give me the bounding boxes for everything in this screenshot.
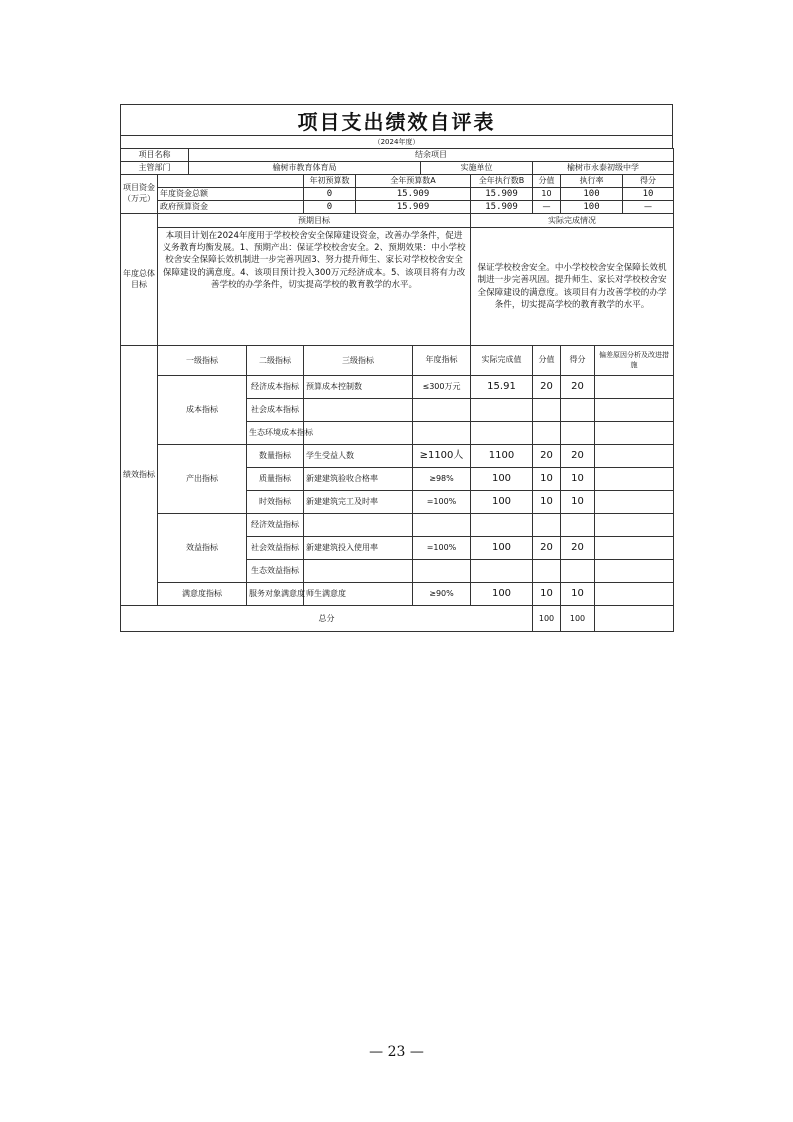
indicator-points (533, 514, 561, 537)
indicator-level1: 效益指标 (158, 514, 247, 583)
funds-row-points: — (533, 201, 561, 214)
indicator-header-level3: 三级指标 (304, 346, 413, 376)
funds-row-executed: 15.909 (471, 201, 533, 214)
indicator-score (561, 560, 595, 583)
indicator-row (121, 514, 674, 537)
indicator-actual (471, 399, 533, 422)
funds-row-label: 年度资金总额 (158, 188, 304, 201)
indicator-points: 10 (533, 468, 561, 491)
indicator-level1: 成本指标 (158, 376, 247, 445)
funds-label: 项目资金（万元） (121, 175, 158, 214)
indicator-score (561, 514, 595, 537)
indicator-deviation (595, 537, 674, 560)
funds-header-score: 得分 (623, 175, 674, 188)
funds-row-rate: 100 (561, 201, 623, 214)
indicator-level3: 预算成本控制数 (304, 376, 413, 399)
expected-goal-header: 预期目标 (158, 214, 471, 228)
indicator-target: ≥98% (413, 468, 471, 491)
indicator-level2: 生态环境成本指标 (247, 422, 304, 445)
page-number: — 23 — (369, 1044, 424, 1060)
indicator-deviation (595, 514, 674, 537)
indicator-level2: 社会成本指标 (247, 399, 304, 422)
indicator-target: =100% (413, 491, 471, 514)
indicator-score: 10 (561, 468, 595, 491)
indicator-level2: 经济效益指标 (247, 514, 304, 537)
indicator-points (533, 422, 561, 445)
funds-header-initial: 年初预算数 (304, 175, 356, 188)
indicator-actual: 100 (471, 583, 533, 606)
funds-row (121, 201, 674, 214)
funds-row (121, 188, 674, 201)
indicator-header-row (121, 346, 674, 376)
project-name-value: 结余项目 (189, 149, 674, 162)
indicator-points: 10 (533, 583, 561, 606)
indicator-target: ≥90% (413, 583, 471, 606)
annual-goal-label: 年度总体目标 (121, 214, 158, 346)
department-value: 榆树市教育体育局 (189, 162, 421, 175)
project-name-row (121, 149, 674, 162)
indicator-level3 (304, 514, 413, 537)
total-label: 总分 (121, 606, 533, 632)
total-row (121, 606, 674, 632)
funds-header-executed: 全年执行数B (471, 175, 533, 188)
indicator-target: =100% (413, 537, 471, 560)
indicator-row (121, 445, 674, 468)
indicator-level3 (304, 560, 413, 583)
indicator-level1: 满意度指标 (158, 583, 247, 606)
indicator-header-level1: 一级指标 (158, 346, 247, 376)
indicator-points: 10 (533, 491, 561, 514)
indicator-deviation (595, 422, 674, 445)
indicator-level2: 经济成本指标 (247, 376, 304, 399)
indicator-row (121, 376, 674, 399)
funds-row-annual: 15.909 (356, 188, 471, 201)
total-score: 100 (561, 606, 595, 632)
indicator-deviation (595, 399, 674, 422)
indicator-level3: 新建建筑验收合格率 (304, 468, 413, 491)
funds-row-score: — (623, 201, 674, 214)
indicator-header-points: 分值 (533, 346, 561, 376)
indicator-row (121, 583, 674, 606)
indicator-header-level2: 二级指标 (247, 346, 304, 376)
indicator-points: 20 (533, 376, 561, 399)
indicator-level3: 师生满意度 (304, 583, 413, 606)
indicator-target: ≤300万元 (413, 376, 471, 399)
indicator-header-score: 得分 (561, 346, 595, 376)
indicator-actual: 1100 (471, 445, 533, 468)
indicator-actual: 100 (471, 468, 533, 491)
funds-row-score: 10 (623, 188, 674, 201)
indicator-deviation (595, 491, 674, 514)
funds-row-executed: 15.909 (471, 188, 533, 201)
indicator-target (413, 399, 471, 422)
department-label: 主管部门 (121, 162, 189, 175)
goal-content-row (121, 228, 674, 346)
indicator-level2: 质量指标 (247, 468, 304, 491)
indicator-deviation (595, 468, 674, 491)
indicator-score: 20 (561, 537, 595, 560)
goal-header-row (121, 214, 674, 228)
indicator-actual (471, 514, 533, 537)
actual-done-text: 保证学校校舍安全。中小学校校舍安全保障长效机制进一步完善巩固。提升师生、家长对学校校舍安全保障建设的满意度。该项目有力改善学校的办学条件，切实提高学校的教育教学的水平。 (471, 228, 674, 346)
indicator-score: 20 (561, 445, 595, 468)
indicator-actual: 100 (471, 537, 533, 560)
indicator-points: 20 (533, 445, 561, 468)
project-name-label: 项目名称 (121, 149, 189, 162)
indicator-header-target: 年度指标 (413, 346, 471, 376)
indicator-level3: 学生受益人数 (304, 445, 413, 468)
indicator-target (413, 514, 471, 537)
funds-header-row (121, 175, 674, 188)
indicator-level3: 新建建筑投入使用率 (304, 537, 413, 560)
indicator-score: 10 (561, 583, 595, 606)
funds-row-label: 政府预算资金 (158, 201, 304, 214)
indicator-actual: 100 (471, 491, 533, 514)
indicator-actual (471, 560, 533, 583)
indicator-level2: 生态效益指标 (247, 560, 304, 583)
form-year: （2024年度） (120, 135, 673, 148)
indicator-deviation (595, 376, 674, 399)
indicator-deviation (595, 560, 674, 583)
department-row (121, 162, 674, 175)
indicator-actual (471, 422, 533, 445)
indicator-score (561, 399, 595, 422)
expected-goal-text: 本项目计划在2024年度用于学校校舍安全保障建设资金，改善办学条件，促进义务教育均衡发展。1、预期产出：保证学校校舍安全。2、预期效果：中小学校校舍安全保障长效机制进一步完善巩固3、努力提升师生、家长对学校校舍安全保障建设的满意度。4、该项目预计投入300万元经济成本。5、该项目将有力改善学校的办学条件，切实提高学校的教育教学的水平。 (158, 228, 471, 346)
indicator-level2: 时效指标 (247, 491, 304, 514)
indicator-level2: 数量指标 (247, 445, 304, 468)
indicator-deviation (595, 445, 674, 468)
impl-unit-value: 榆树市永泰初级中学 (533, 162, 674, 175)
actual-done-header: 实际完成情况 (471, 214, 674, 228)
indicator-points (533, 399, 561, 422)
total-deviation (595, 606, 674, 632)
funds-row-initial: 0 (304, 201, 356, 214)
indicator-target (413, 422, 471, 445)
indicator-points: 20 (533, 537, 561, 560)
indicator-level2: 社会效益指标 (247, 537, 304, 560)
funds-row-initial: 0 (304, 188, 356, 201)
funds-header-points: 分值 (533, 175, 561, 188)
indicator-level3: 新建建筑完工及时率 (304, 491, 413, 514)
form-title: 项目支出绩效自评表 (120, 104, 673, 135)
indicator-level1: 产出指标 (158, 445, 247, 514)
funds-row-rate: 100 (561, 188, 623, 201)
evaluation-table (120, 148, 674, 632)
impl-unit-label: 实施单位 (421, 162, 533, 175)
indicator-header-deviation: 偏差原因分析及改进措施 (595, 346, 674, 376)
funds-header-spacer (158, 175, 304, 188)
indicator-header-actual: 实际完成值 (471, 346, 533, 376)
indicator-target (413, 560, 471, 583)
funds-header-annual: 全年预算数A (356, 175, 471, 188)
performance-self-evaluation-form (120, 104, 673, 632)
funds-row-points: 10 (533, 188, 561, 201)
indicator-actual: 15.91 (471, 376, 533, 399)
indicator-target: ≥1100人 (413, 445, 471, 468)
funds-row-annual: 15.909 (356, 201, 471, 214)
indicator-score: 20 (561, 376, 595, 399)
indicator-level2: 服务对象满意度 (247, 583, 304, 606)
funds-header-rate: 执行率 (561, 175, 623, 188)
indicator-level3 (304, 422, 413, 445)
indicator-deviation (595, 583, 674, 606)
indicator-level3 (304, 399, 413, 422)
perf-indicators-label: 绩效指标 (121, 346, 158, 606)
indicator-score (561, 422, 595, 445)
indicator-points (533, 560, 561, 583)
total-points: 100 (533, 606, 561, 632)
indicator-score: 10 (561, 491, 595, 514)
